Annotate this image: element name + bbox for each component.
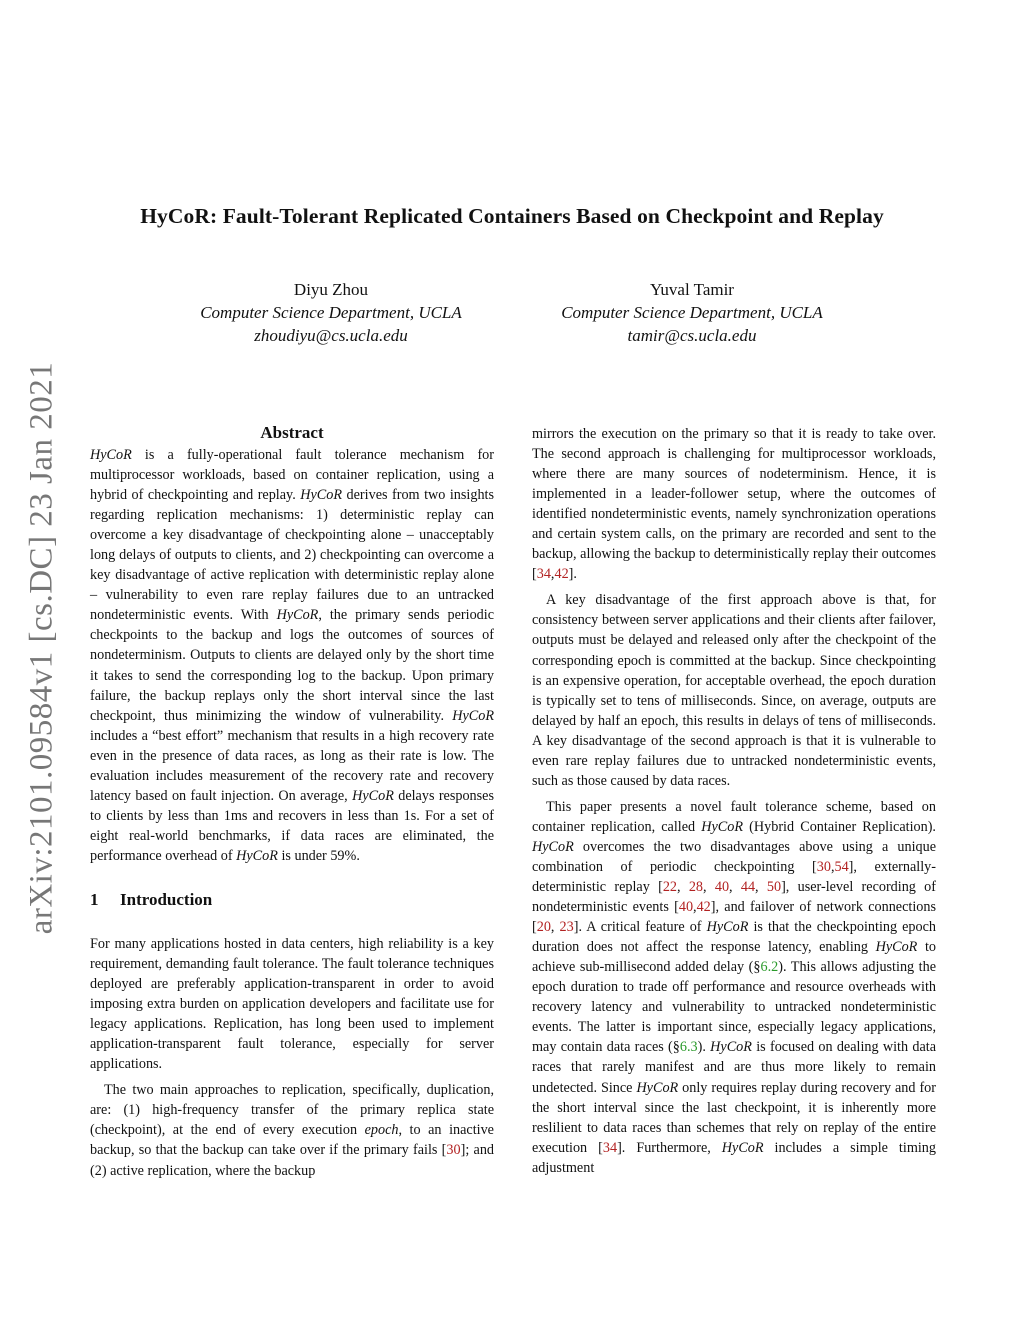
author-name: Diyu Zhou [293,280,369,299]
citation-link[interactable]: 44 [740,879,756,896]
intro-paragraph-4: This paper presents a novel fault tolerance scheme, based on container replication, called HyCoR (Hybrid Container Replication). HyCoR overcomes the two disadvantages above using a unique combination of periodic checkpointing [30,54], externally-deterministic replay [22, 28, 40, 44, 50], user-level recording of nondeterministic events [40,42], and failover of network connections [20, 23]. A critical feature of HyCoR is that the checkpointing epoch duration does not affect the response latency, enabling HyCoR to achieve sub-millisecond added delay (§6.2). This allows adjusting the epoch duration to trade off performance and resource overheads with recovery latency and vulnerability to untracked nondeterministic events. The latter is important since, especially legacy applications, may contain data races (§6.3). HyCoR is focused on dealing with data races that rarely manifest and are thus more likely to remain undetected. Since HyCoR only requires replay during recovery and for the short interval since the last checkpoint, it is inherently more reslilient to data races than schemes that rely on replay of the entire execution [34]. Furthermore, HyCoR includes a simple timing adjustment [532,798,937,1176]
citation-link[interactable]: 30 [446,1142,461,1159]
author-block-1 [141,278,521,347]
citation-link[interactable]: 42 [554,566,569,583]
system-name: HyCoR [276,607,319,624]
system-name: HyCoR [875,939,918,956]
citation-link[interactable]: 30 [816,858,831,875]
system-name: HyCoR [636,1079,679,1096]
system-name: HyCoR [701,818,744,835]
author-affiliation: Computer Science Department, UCLA [200,303,462,322]
author-affiliation: Computer Science Department, UCLA [561,303,823,322]
arxiv-stamp: arXiv:2101.09584v1 [cs.DC] 23 Jan 2021 [23,361,60,935]
intro-paragraph-1: For many applications hosted in data centers, high reliability is a key requirement, demanding fault tolerance. The fault tolerance techniques deployed are preferably application-transparent in order to avoid imposing extra burden on application developers and facilitate use for legacy applications. Replication, has long been used to implement application-transparent fault tolerance, especially for server applications. [90,935,494,1073]
intro-paragraph-3: A key disadvantage of the first approach above is that, for consistency between server applications and their clients after failover, outputs must be delayed and released only after the checkpoint of the corresponding epoch is committed at the backup. Since checkpointing is an expensive operation, for acceptable overhead, the epoch duration is typically set to tens of milliseconds. Since, on average, outputs are delayed by half an epoch, this results in delays of tens of milliseconds. A key disadvantage of the second approach is that it is vulnerable to even rare replay failures due to untracked nondeterministic events, such as those caused by data races. [532,592,936,789]
system-name: HyCoR [532,838,574,855]
left-column [90,422,494,1181]
citation-link[interactable]: 23 [559,919,574,936]
author-email: zhoudiyu@cs.ucla.edu [254,326,408,345]
author-name: Yuval Tamir [650,280,734,299]
system-name: HyCoR [352,787,394,804]
abstract-paragraph: HyCoR is a fully-operational fault tolerance mechanism for multiprocessor workloads, based on container replication, using a hybrid of checkpointing and replay. HyCoR derives from two insights regarding replication mechanisms: 1) deterministic replay can overcome a key disadvantage of checkpointing alone – unacceptably long delays of outputs to clients, and 2) checkpointing can overcome a key disadvantage of active replication with deterministic replay alone – vulnerability to even rare replay failures due to an untracked nondeterministic events. With HyCoR, the primary sends periodic checkpoints to the backup and logs the outcomes of sources of nondeterminism. Outputs to clients are delayed only by the short time it takes to send the corresponding log to the backup. Upon primary failure, the backup replays only the short interval since the last checkpoint, thus minimizing the window of vulnerability. HyCoR includes a “best effort” mechanism that results in a high recovery rate even in the presence of data races, as long as their rate is low. The evaluation includes measurement of the recovery rate and recovery latency based on fault injection. On average, HyCoR delays responses to clients by less than 1ms and recovers in less than 1s. For a set of eight real-world benchmarks, if data races are eliminated, the performance overhead of HyCoR is under 59%. [90,447,494,864]
section-ref-link[interactable]: 6.2 [760,959,779,976]
system-name: HyCoR [721,1139,764,1156]
citation-link[interactable]: 20 [536,919,551,936]
section-heading-introduction [90,889,494,911]
citation-link[interactable]: 34 [602,1139,618,1156]
intro-paragraph-2-cont: mirrors the execution on the primary so that it is ready to take over. The second approach is challenging for multiprocessor workloads, where there are many sources of nodeterminism. Hence, it is implemented in a leader-follower setup, where the outcomes of identified nondeterministic events, namely synchronization operations and certain system calls, on the primary are recorded and sent to the backup, allowing the backup to deterministically replay their outcomes [34,42]. [532,426,936,583]
citation-link[interactable]: 42 [696,899,711,916]
paper-title: HyCoR: Fault-Tolerant Replicated Containers Based on Checkpoint and Replay [140,204,884,228]
right-column [532,424,936,1178]
system-name: HyCoR [706,919,749,936]
section-title: Introduction [120,889,213,909]
citation-link[interactable]: 50 [766,879,782,896]
section-ref-link[interactable]: 6.3 [679,1039,698,1056]
system-name: HyCoR [710,1039,752,1056]
system-name: HyCoR [300,487,343,504]
term-epoch: epoch [364,1122,399,1139]
citation-link[interactable]: 22 [662,879,677,896]
system-name: HyCoR [452,707,494,724]
citation-link[interactable]: 54 [834,858,849,875]
citation-link[interactable]: 28 [688,879,704,896]
citation-link[interactable]: 40 [714,879,730,896]
intro-paragraph-2: The two main approaches to replication, specifically, duplication, are: (1) high-frequency transfer of the primary replica state (checkpoint), at the end of every execution epoch, to an inactive backup, so that the backup can take over if the primary fails [30]; and (2) active replication, where the backup [90,1082,495,1179]
system-name: HyCoR [236,847,278,864]
system-name: HyCoR [90,447,132,463]
author-block-2 [502,278,882,347]
author-email: tamir@cs.ucla.edu [627,326,757,345]
section-number: 1 [90,889,99,909]
abstract-heading: Abstract [260,423,324,442]
citation-link[interactable]: 40 [678,899,694,916]
citation-link[interactable]: 34 [536,566,551,583]
